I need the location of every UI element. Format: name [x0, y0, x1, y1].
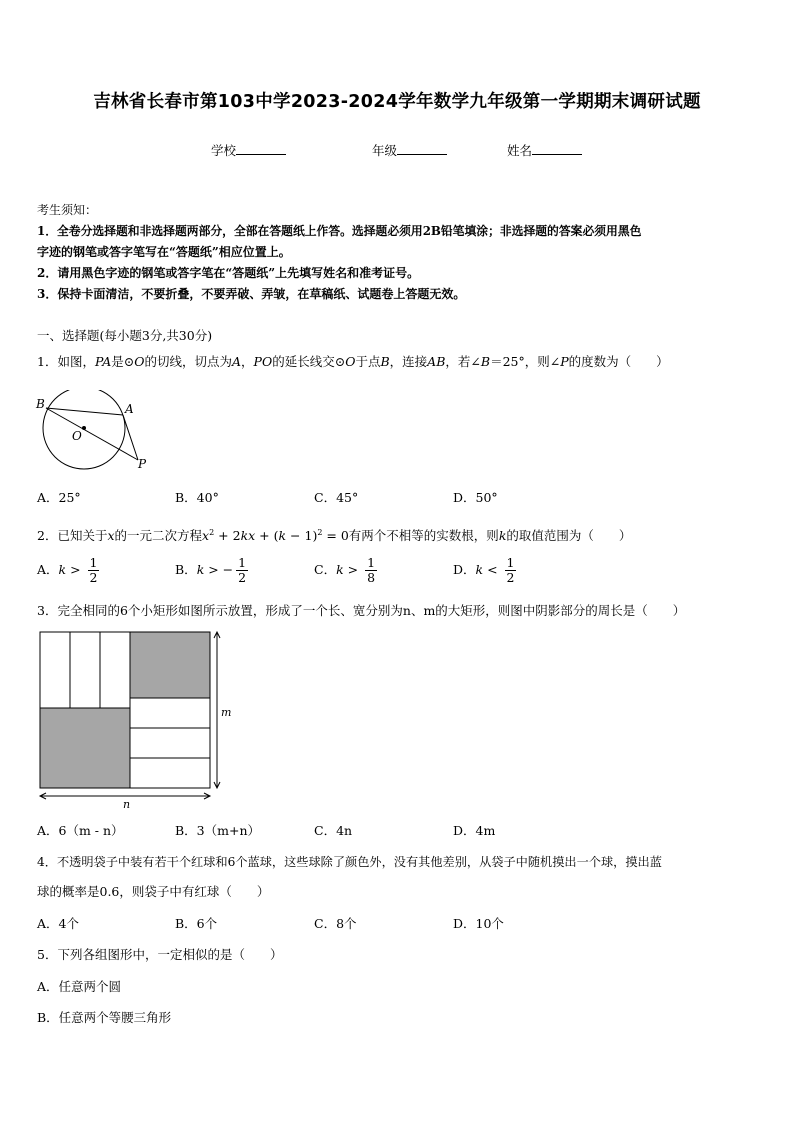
- name-blank: [532, 142, 582, 155]
- label-b: B: [36, 397, 45, 411]
- q3-option-d[interactable]: D．4m: [453, 823, 496, 838]
- label-m: m: [221, 706, 232, 719]
- section-heading: 一、选择题(每小题3分,共30分): [37, 328, 213, 343]
- q4-option-d[interactable]: D．10个: [453, 916, 504, 931]
- q2-stem: 2．已知关于x的一元二次方程$x^2 + 2kx + (k - 1)^2 = 0$有两个不相等的实数根，则k的取值范围为（ ）: [37, 528, 632, 544]
- q5-option-b[interactable]: B．任意两个等腰三角形: [37, 1010, 172, 1025]
- notice-item-2: 2．请用黑色字迹的钢笔或答字笔在“答题纸”上先填写姓名和准考证号。: [37, 266, 420, 280]
- exam-title: 吉林省长春市第103中学2023-2024学年数学九年级第一学期期末调研试题: [93, 92, 701, 112]
- q1-circle-figure: [30, 390, 160, 480]
- notice-item-3: 3．保持卡面清洁，不要折叠，不要弄破、弄皱，在草稿纸、试题卷上答题无效。: [37, 287, 466, 301]
- q3-option-b[interactable]: B．3（m+n）: [175, 823, 261, 838]
- q1-option-d[interactable]: D．50°: [453, 490, 498, 505]
- q4-option-c[interactable]: C．8个: [314, 916, 357, 931]
- grade-blank: [397, 142, 447, 155]
- q2-option-c[interactable]: C．k > $\frac{1}{8}$: [314, 555, 376, 585]
- q3-rectangle-figure: [35, 628, 240, 810]
- q2-option-a[interactable]: A．k > $\frac{1}{2}$: [37, 555, 98, 585]
- q5-option-a[interactable]: A．任意两个圆: [37, 979, 122, 994]
- q4-option-a[interactable]: A．4个: [37, 916, 79, 931]
- grade-field: [372, 141, 447, 159]
- label-n: n: [123, 798, 131, 810]
- school-field: [211, 141, 286, 159]
- q1-option-a[interactable]: A．25°: [37, 490, 81, 505]
- q3-option-c[interactable]: C．4n: [314, 823, 353, 838]
- notice-heading: 考生须知：: [37, 203, 98, 217]
- q2-equation: $x^2 + 2kx + (k - 1)^2 = 0$: [202, 528, 349, 544]
- q2-option-d[interactable]: D．k < $\frac{1}{2}$: [453, 555, 515, 585]
- q1-option-b[interactable]: B．40°: [175, 490, 219, 505]
- school-label: 学校: [211, 143, 237, 158]
- q1-option-c[interactable]: C．45°: [314, 490, 359, 505]
- school-blank: [236, 142, 286, 155]
- label-a: A: [125, 402, 134, 416]
- notice-item-1-cont: 字迹的钢笔或答字笔写在“答题纸”相应位置上。: [37, 245, 291, 259]
- grade-label: 年级: [372, 143, 398, 158]
- q1-stem: 1．如图，PA是⊙O的切线，切点为A，PO的延长线交⊙O于点B，连接AB，若∠B＝25°，则∠P的度数为（ ）: [37, 354, 669, 369]
- q3-stem: 3．完全相同的6个小矩形如图所示放置，形成了一个长、宽分别为n、m的大矩形，则图中阴影部分的周长是（ ）: [37, 603, 686, 618]
- q4-stem-line-1: 4．不透明袋子中装有若干个红球和6个蓝球，这些球除了颜色外，没有其他差别，从袋子中随机摸出一个球，摸出蓝: [37, 855, 662, 869]
- q3-option-a[interactable]: A．6（m - n）: [37, 823, 124, 838]
- notice-item-1: 1．全卷分选择题和非选择题两部分，全部在答题纸上作答。选择题必须用2B铅笔填涂；非选择题的答案必须用黑色: [37, 224, 642, 238]
- center-point: [82, 426, 86, 430]
- q2-option-b[interactable]: B．k > − $\frac{1}{2}$: [175, 555, 247, 585]
- label-o: O: [72, 429, 82, 443]
- shaded-rect-top: [130, 632, 210, 698]
- name-label: 姓名: [507, 143, 533, 158]
- name-field: [507, 141, 582, 159]
- q5-stem: 5．下列各组图形中，一定相似的是（ ）: [37, 947, 283, 962]
- q4-option-b[interactable]: B．6个: [175, 916, 218, 931]
- segment-ab: [46, 408, 123, 415]
- shaded-rect-bottom: [40, 708, 130, 788]
- q4-stem-line-2: 球的概率是0.6，则袋子中有红球（ ）: [37, 884, 270, 899]
- label-p: P: [138, 457, 147, 471]
